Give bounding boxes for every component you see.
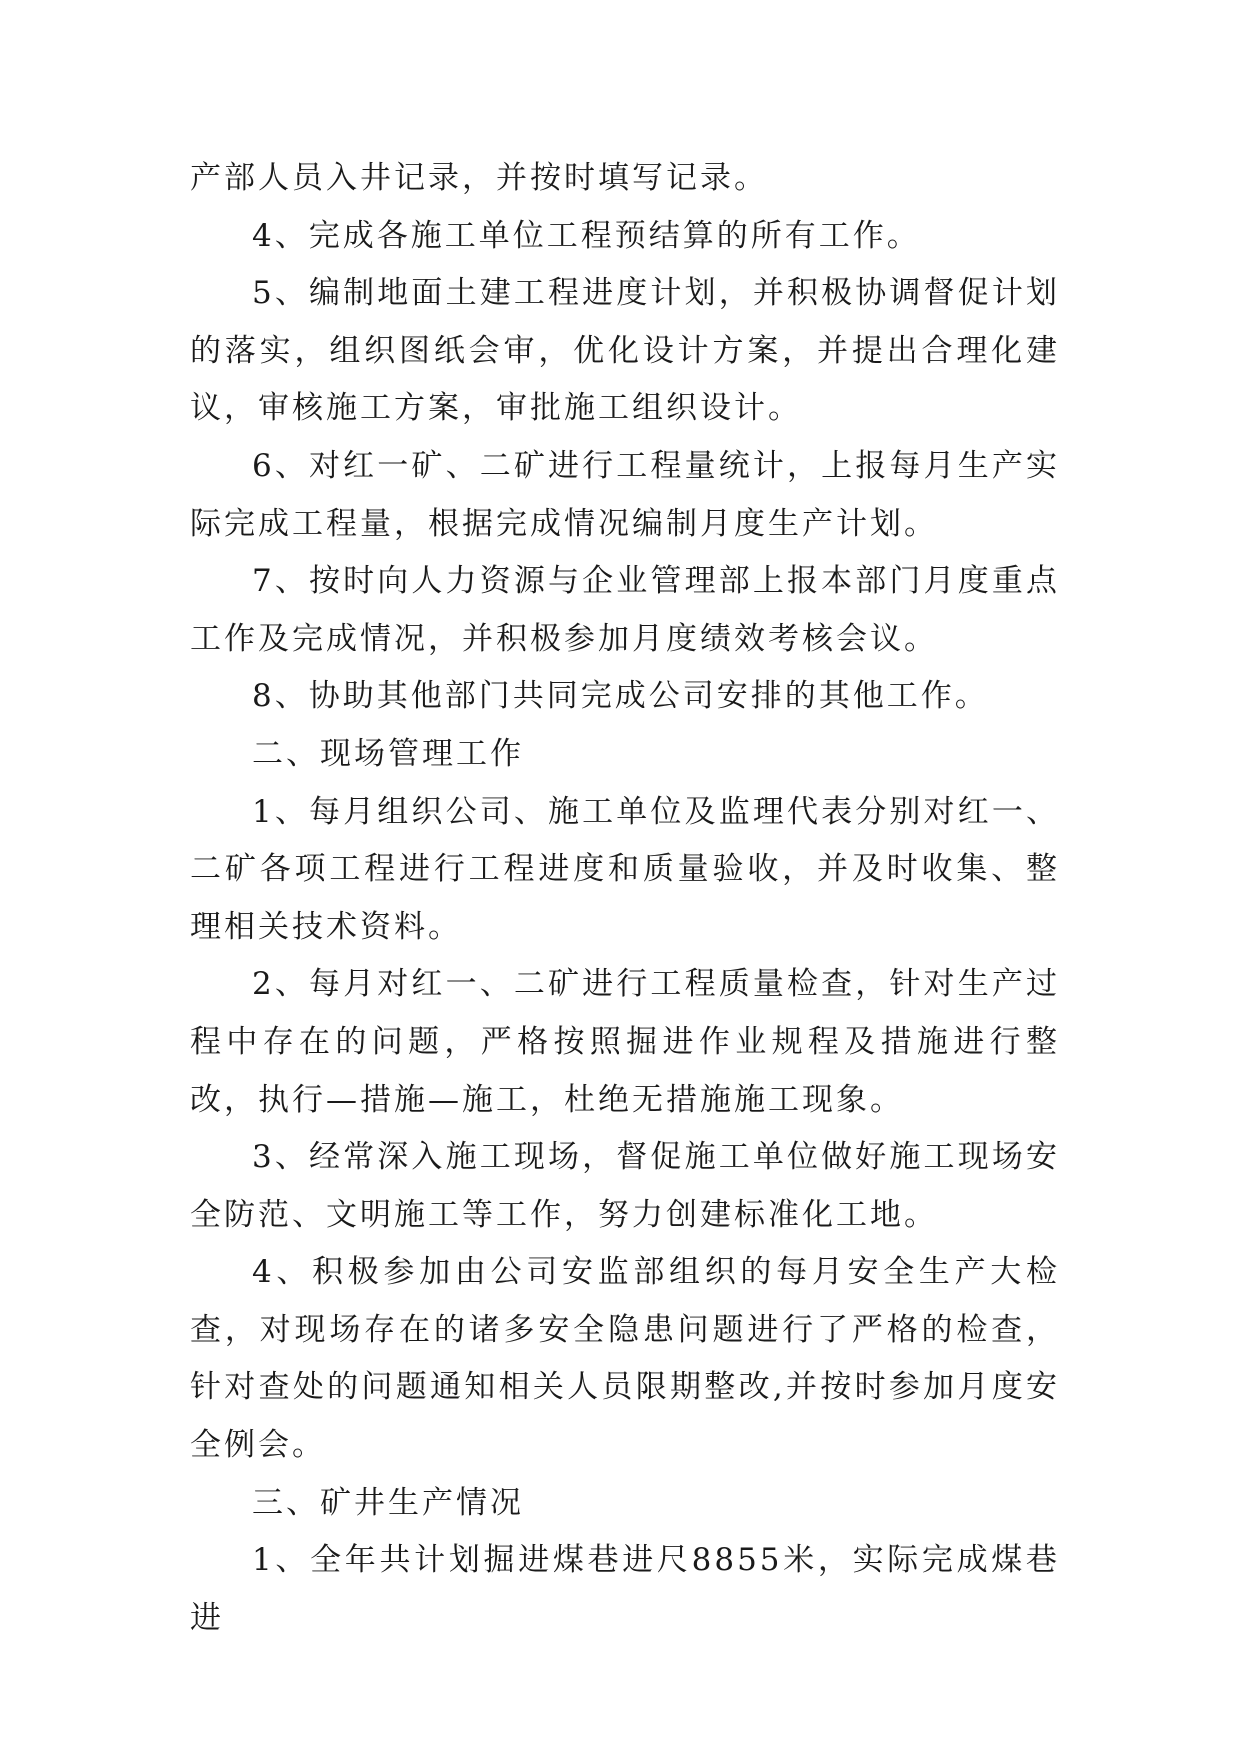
- paragraph-4: 6、对红一矿、二矿进行工程量统计，上报每月生产实际完成工程量，根据完成情况编制月度生产计划。: [190, 447, 1060, 542]
- paragraph-6: 8、协助其他部门共同完成公司安排的其他工作。: [252, 678, 989, 715]
- paragraph-1: 产部人员入井记录，并按时填写记录。: [190, 160, 768, 196]
- paragraph-5: 7、按时向人力资源与企业管理部上报本部门月度重点工作及完成情况，并积极参加月度绩效考核会议。: [190, 563, 1060, 657]
- paragraph-11: 1、全年共计划掘进煤巷进尺8855米，实际完成煤巷进: [190, 1542, 1060, 1636]
- paragraph-3: 5、编制地面土建工程进度计划，并积极协调督促计划的落实，组织图纸会审，优化设计方案，并提出合理化建议，审核施工方案，审批施工组织设计。: [190, 275, 1060, 427]
- paragraph-7: 1、每月组织公司、施工单位及监理代表分别对红一、二矿各项工程进行工程进度和质量验收，并及时收集、整理相关技术资料。: [190, 793, 1060, 945]
- paragraph-9: 3、经常深入施工现场，督促施工单位做好施工现场安全防范、文明施工等工作，努力创建标准化工地。: [190, 1139, 1060, 1233]
- paragraph-10: 4、积极参加由公司安监部组织的每月安全生产大检查，对现场存在的诸多安全隐患问题进行了严格的检查，针对查处的问题通知相关人员限期整改,并按时参加月度安全例会。: [190, 1254, 1060, 1464]
- section-heading-mine-production: 三、矿井生产情况: [252, 1484, 524, 1521]
- paragraph-2: 4、完成各施工单位工程预结算的所有工作。: [252, 217, 921, 254]
- paragraph-8: 2、每月对红一、二矿进行工程质量检查，针对生产过程中存在的问题，严格按照掘进作业规程及措施进行整改，执行—措施—施工，杜绝无措施施工现象。: [190, 966, 1060, 1118]
- document-body: [190, 150, 1060, 1647]
- section-heading-site-management: 二、现场管理工作: [252, 735, 524, 772]
